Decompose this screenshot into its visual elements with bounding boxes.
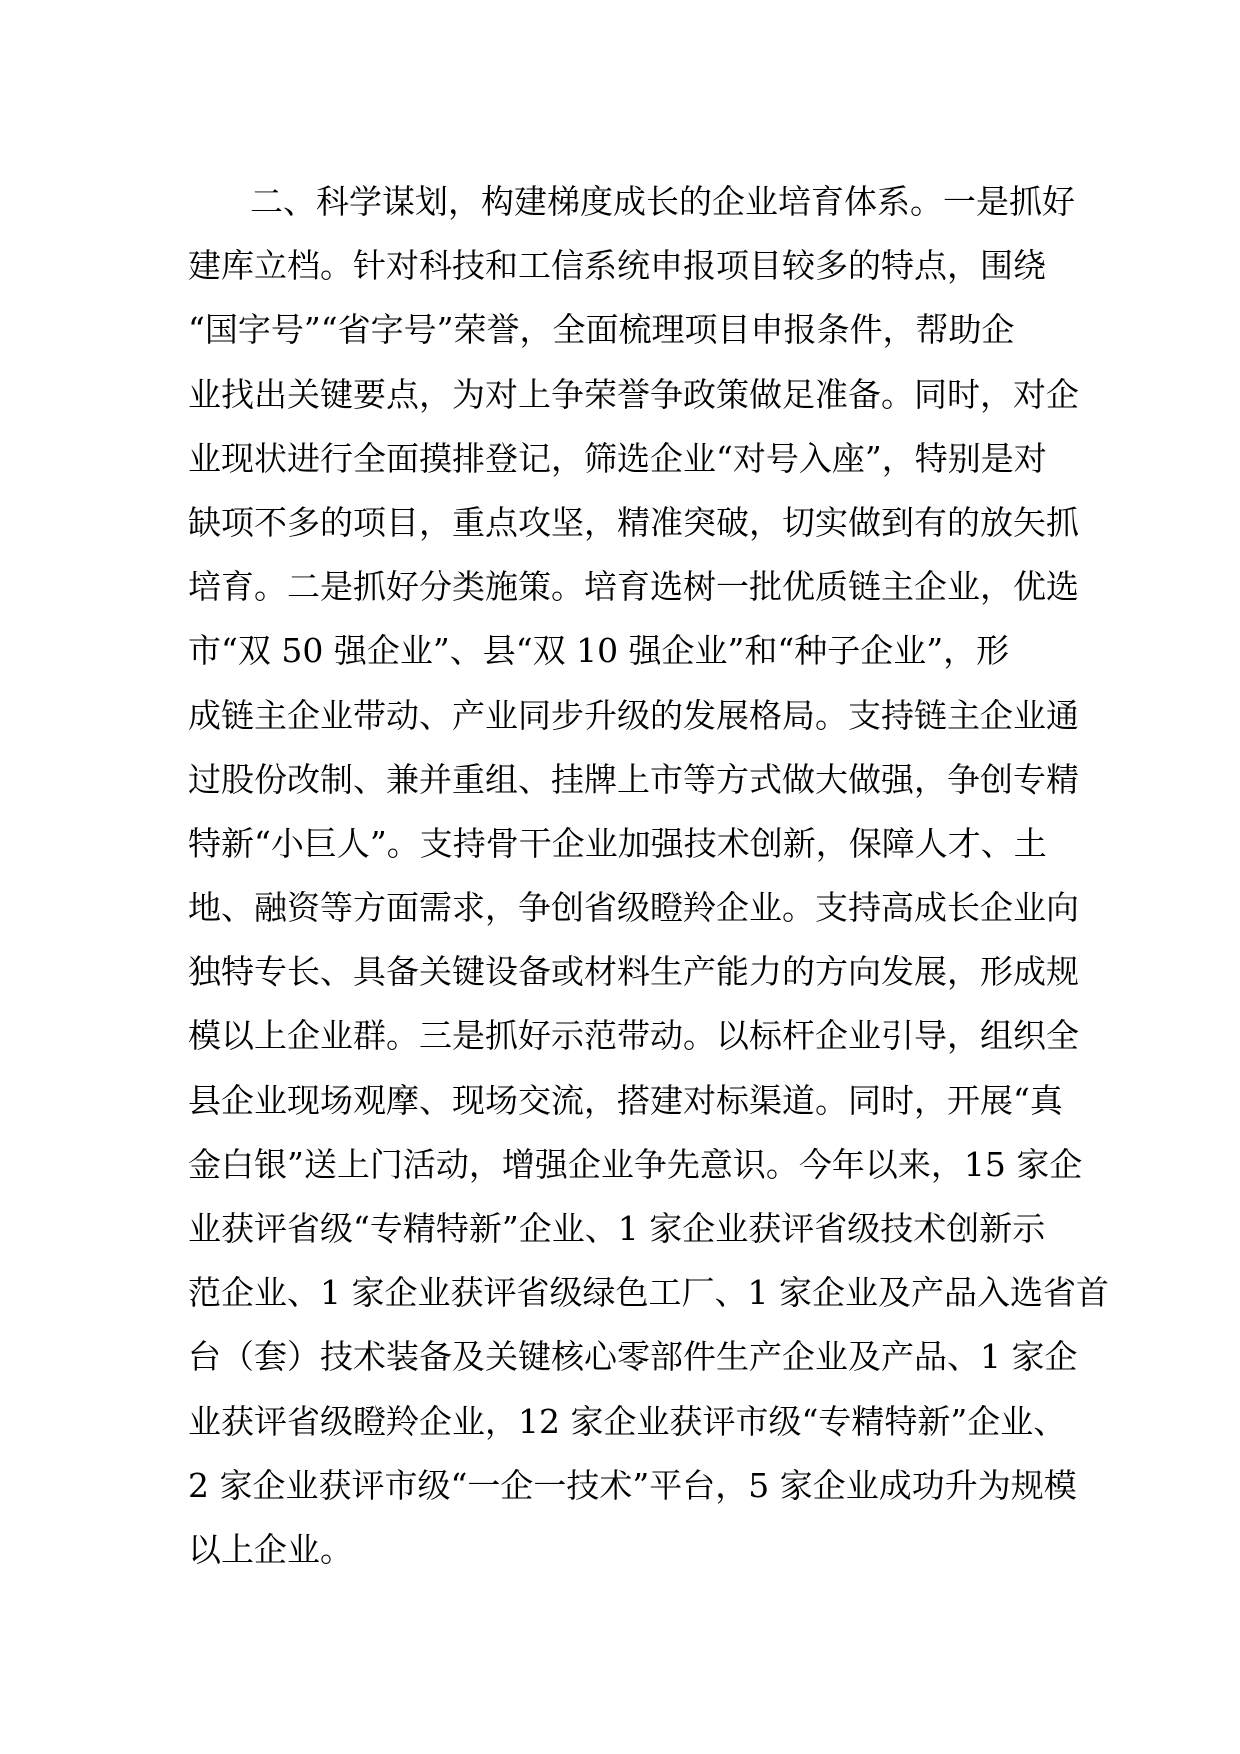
paragraph-line: 业获评省级“专精特新”企业、1 家企业获评省级技术创新示 xyxy=(188,1209,1046,1248)
paragraph-line: 模以上企业群。三是抓好示范带动。以标杆企业引导，组织全 xyxy=(188,1016,1079,1056)
paragraph-line: 台（套）技术装备及关键核心零部件生产企业及产品、1 家企 xyxy=(188,1337,1078,1377)
paragraph-line: 金白银”送上门活动，增强企业争先意识。今年以来，15 家企 xyxy=(188,1144,1083,1184)
paragraph-line: 以上企业。 xyxy=(188,1529,353,1569)
body-paragraph xyxy=(188,170,1109,1582)
paragraph-line: 独特专长、具备关键设备或材料生产能力的方向发展，形成规 xyxy=(188,952,1079,992)
paragraph-line: 业现状进行全面摸排登记，筛选企业“对号入座”，特别是对 xyxy=(188,438,1047,478)
paragraph-line: 成链主企业带动、产业同步升级的发展格局。支持链主企业通 xyxy=(188,695,1079,735)
paragraph-line: 业找出关键要点，为对上争荣誉争政策做足准备。同时，对企 xyxy=(188,374,1079,414)
paragraph-line: “国字号”“省字号”荣誉，全面梳理项目申报条件，帮助企 xyxy=(188,310,1015,350)
paragraph-line: 市“双 50 强企业”、县“双 10 强企业”和“种子企业”，形 xyxy=(188,631,1010,671)
paragraph-line: 过股份改制、兼并重组、挂牌上市等方式做大做强，争创专精 xyxy=(188,759,1079,799)
paragraph-line: 缺项不多的项目，重点攻坚，精准突破，切实做到有的放矢抓 xyxy=(188,502,1079,542)
paragraph-line: 2 家企业获评市级“一企一技术”平台，5 家企业成功升为规模 xyxy=(188,1465,1077,1505)
paragraph-line: 业获评省级瞪羚企业，12 家企业获评市级“专精特新”企业、 xyxy=(188,1401,1067,1441)
paragraph-line: 范企业、1 家企业获评省级绿色工厂、1 家企业及产品入选省首 xyxy=(188,1273,1109,1313)
paragraph-line: 二、科学谋划，构建梯度成长的企业培育体系。一是抓好 xyxy=(250,182,1075,221)
paragraph-line: 地、融资等方面需求，争创省级瞪羚企业。支持高成长企业向 xyxy=(188,888,1079,928)
paragraph-line: 培育。二是抓好分类施策。培育选树一批优质链主企业，优选 xyxy=(188,567,1079,607)
paragraph-line: 县企业现场观摩、现场交流，搭建对标渠道。同时，开展“真 xyxy=(188,1080,1063,1120)
paragraph-line: 特新“小巨人”。支持骨干企业加强技术创新，保障人才、土 xyxy=(188,823,1047,863)
paragraph-line: 建库立档。针对科技和工信系统申报项目较多的特点，围绕 xyxy=(188,246,1046,286)
